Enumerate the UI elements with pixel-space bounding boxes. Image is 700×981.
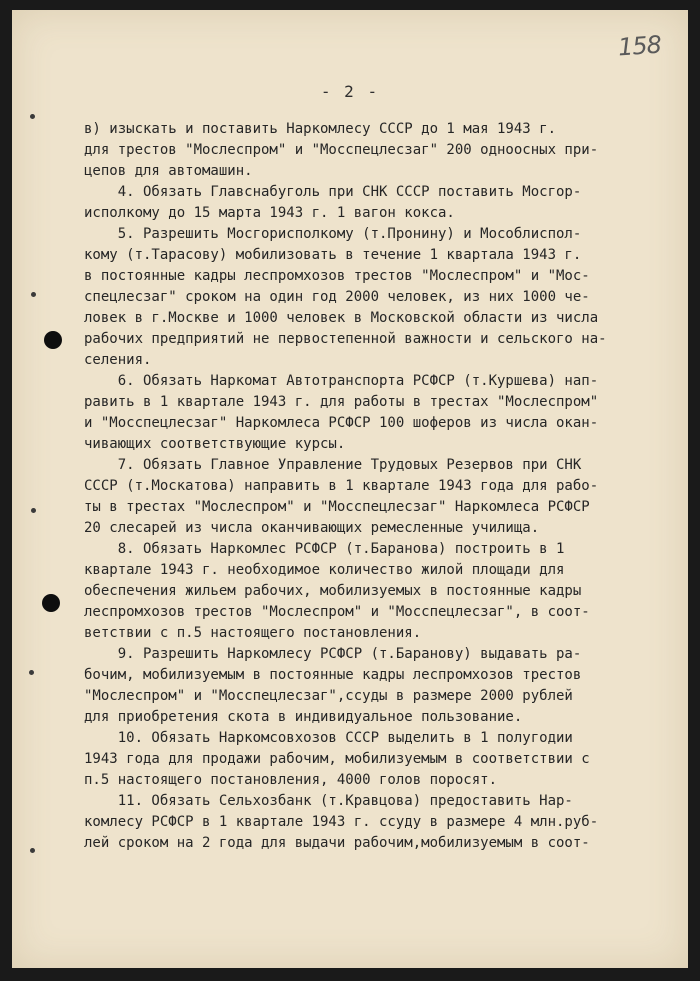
text-line: бочим, мобилизуемым в постоянные кадры леспромхозов трестов: [84, 667, 582, 683]
text-line: 9. Разрешить Наркомлесу РСФСР (т.Баранову) выдавать ра-: [84, 646, 582, 662]
text-line: 6. Обязать Наркомат Автотранспорта РСФСР (т.Куршева) нап-: [84, 373, 599, 389]
text-line: 11. Обязать Сельхозбанк (т.Кравцова) предоставить Нар-: [84, 793, 573, 809]
binding-mark: [29, 670, 34, 675]
binding-mark: [31, 292, 36, 297]
text-line: ветствии с п.5 настоящего постановления.: [84, 625, 422, 641]
text-line: исполкому до 15 марта 1943 г. 1 вагон кокса.: [84, 205, 455, 221]
text-line: 1943 года для продажи рабочим, мобилизуемым в соответствии с: [84, 751, 590, 767]
text-line: ты в трестах "Мослеспром" и "Мосспецлесзаг" Наркомлеса РСФСР: [84, 499, 590, 515]
text-line: в постоянные кадры леспромхозов трестов "Мослеспром" и "Мос-: [84, 268, 590, 284]
text-line: чивающих соответствующие курсы.: [84, 436, 346, 452]
text-line: кому (т.Тарасову) мобилизовать в течение 1 квартала 1943 г.: [84, 247, 582, 263]
text-line: равить в 1 квартале 1943 г. для работы в трестах "Мослеспром": [84, 394, 599, 410]
binding-mark: [30, 848, 35, 853]
binding-mark: [31, 508, 36, 513]
text-line: для приобретения скота в индивидуальное пользование.: [84, 709, 523, 725]
text-line: 8. Обязать Наркомлес РСФСР (т.Баранова) построить в 1: [84, 541, 565, 557]
text-line: 4. Обязать Главснабуголь при СНК СССР поставить Мосгор-: [84, 184, 582, 200]
text-line: квартале 1943 г. необходимое количество жилой площади для: [84, 562, 565, 578]
text-line: леспромхозов трестов "Мослеспром" и "Мосспецлесзаг", в соот-: [84, 604, 590, 620]
text-line: в) изыскать и поставить Наркомлесу СССР до 1 мая 1943 г.: [84, 121, 557, 137]
text-line: СССР (т.Москатова) направить в 1 квартале 1943 года для рабо-: [84, 478, 599, 494]
text-line: рабочих предприятий не первостепенной важности и сельского на-: [84, 331, 607, 347]
text-line: спецлесзаг" сроком на один год 2000 человек, из них 1000 че-: [84, 289, 590, 305]
text-line: и "Мосспецлесзаг" Наркомлеса РСФСР 100 шоферов из числа окан-: [84, 415, 599, 431]
punch-hole: [42, 594, 60, 612]
text-line: 5. Разрешить Мосгорисполкому (т.Пронину) и Мособлиспол-: [84, 226, 582, 242]
text-line: обеспечения жильем рабочих, мобилизуемых в постоянные кадры: [84, 583, 582, 599]
text-line: цепов для автомашин.: [84, 163, 253, 179]
binding-mark: [30, 114, 35, 119]
text-line: селения.: [84, 352, 152, 368]
text-line: для трестов "Мослеспром" и "Мосспецлесзаг" 200 одноосных при-: [84, 142, 599, 158]
page-number: - 2 -: [320, 82, 380, 101]
text-line: лей сроком на 2 года для выдачи рабочим,мобилизуемым в соот-: [84, 835, 590, 851]
text-line: 10. Обязать Наркомсовхозов СССР выделить в 1 полугодии: [84, 730, 573, 746]
document-body: [84, 119, 684, 854]
text-line: комлесу РСФСР в 1 квартале 1943 г. ссуду в размере 4 млн.руб-: [84, 814, 599, 830]
text-line: ловек в г.Москве и 1000 человек в Московской области из числа: [84, 310, 599, 326]
text-line: 20 слесарей из числа оканчивающих ремесленные училища.: [84, 520, 540, 536]
punch-hole: [44, 331, 62, 349]
archive-page-number: 158: [617, 30, 662, 62]
text-line: п.5 настоящего постановления, 4000 голов поросят.: [84, 772, 498, 788]
text-line: "Мослеспром" и "Мосспецлесзаг",ссуды в размере 2000 рублей: [84, 688, 573, 704]
document-page: [12, 10, 688, 968]
text-line: 7. Обязать Главное Управление Трудовых Резервов при СНК: [84, 457, 582, 473]
